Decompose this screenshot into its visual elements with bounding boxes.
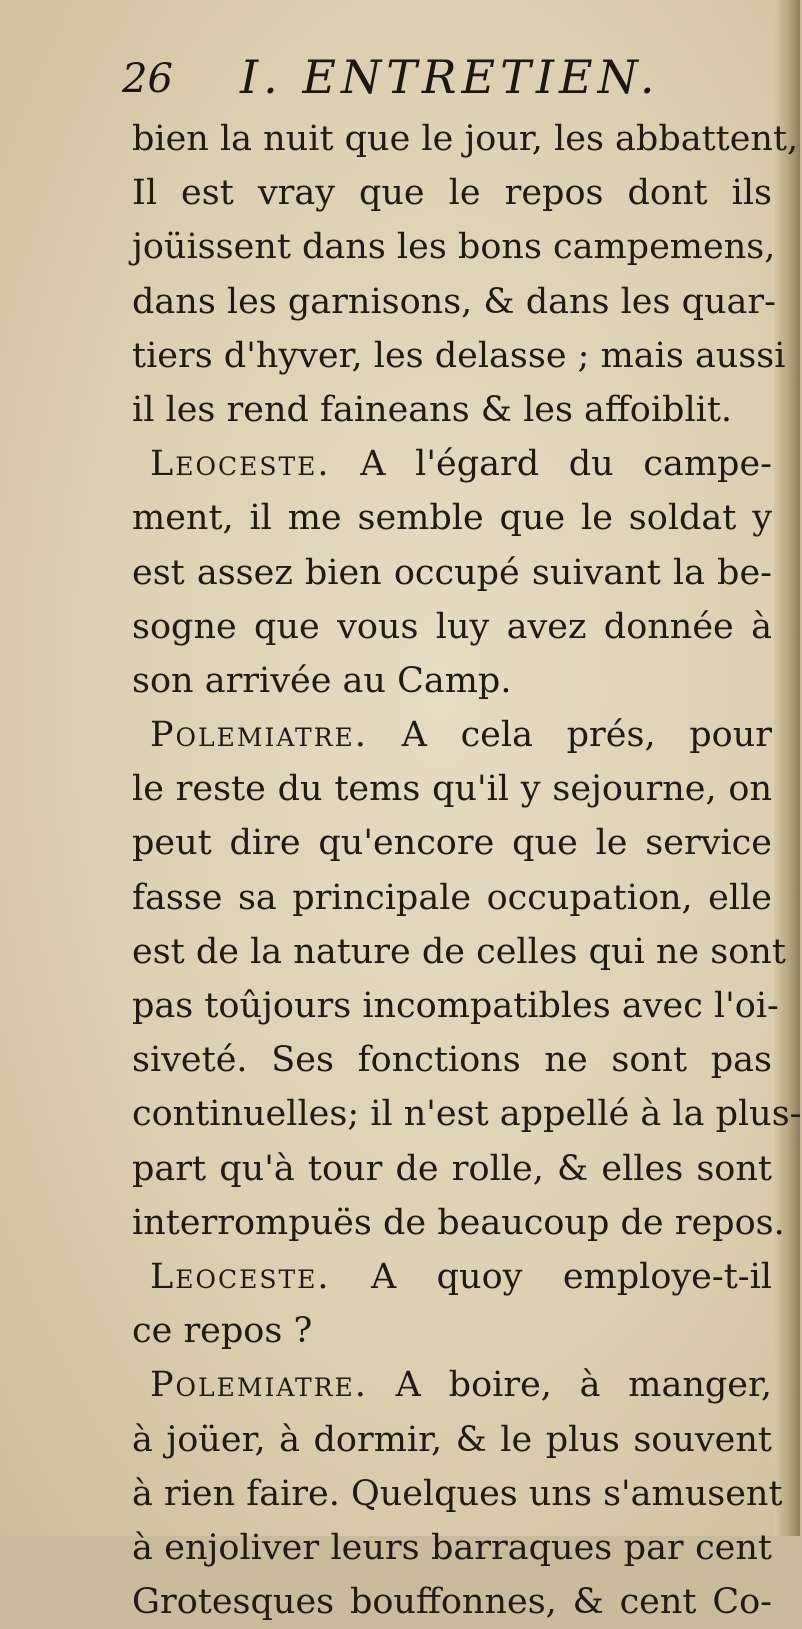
speaker-line: Polemiatre. A cela prés, pour	[150, 715, 772, 756]
speaker-line: Polemiatre. A boire, à manger,	[150, 1365, 772, 1406]
text-line: dans les garnisons, & dans les quar-	[132, 281, 776, 322]
text-line: siveté. Ses fonctions ne sont pas	[132, 1040, 772, 1081]
text-line: il les rend faineans & les affoiblit.	[132, 389, 733, 430]
text-line: pas toûjours incompatibles avec l'oi-	[132, 986, 779, 1026]
text-line: Il est vray que le repos dont ils	[132, 173, 772, 214]
page-header	[122, 50, 762, 108]
speaker-name: Polemiatre.	[150, 715, 368, 756]
text-line: est de la nature de celles qui ne sont	[132, 931, 786, 972]
text-line: joüissent dans les bons campemens,	[132, 227, 776, 268]
speaker-name: Leoceste.	[150, 444, 331, 485]
text-line: bien la nuit que le jour, les abbattent,	[132, 119, 799, 159]
text-line: son arrivée au Camp.	[132, 660, 512, 701]
text-line: ment, il me semble que le soldat y	[132, 498, 772, 539]
text-line: est assez bien occupé suivant la be-	[132, 552, 772, 593]
running-title: I. ENTRETIEN.	[240, 50, 660, 104]
speaker-name: Leoceste.	[150, 1256, 331, 1297]
text-line: à rien faire. Quelques uns s'amusent	[132, 1473, 783, 1514]
text-line: continuelles; il n'est appellé à la plus-	[132, 1094, 802, 1135]
text-line: interrompuës de beaucoup de repos.	[132, 1202, 785, 1243]
text-line: ce repos ?	[132, 1311, 313, 1352]
text-line: à enjoliver leurs barraques par cent	[132, 1527, 772, 1568]
text-line: peut dire qu'encore que le service	[132, 823, 772, 864]
text-line: à joüer, à dormir, & le plus souvent	[132, 1419, 772, 1460]
page-number: 26	[122, 56, 173, 102]
text-line: sogne que vous luy avez donnée à	[132, 606, 772, 647]
body-text	[132, 112, 802, 1629]
speaker-line: Leoceste. A l'égard du campe-	[150, 444, 772, 485]
text-line: Grotesques bouffonnes, & cent Co-	[132, 1582, 772, 1623]
text-line: tiers d'hyver, les delasse ; mais aussi	[132, 335, 786, 376]
speaker-name: Polemiatre.	[150, 1365, 368, 1406]
text-line: part qu'à tour de rolle, & elles sont	[132, 1148, 772, 1189]
text-line: le reste du tems qu'il y sejourne, on	[132, 769, 772, 810]
page-gutter	[774, 0, 800, 1536]
speaker-line: Leoceste. A quoy employe-t-il	[150, 1256, 772, 1297]
text-line: fasse sa principale occupation, elle	[132, 877, 772, 918]
